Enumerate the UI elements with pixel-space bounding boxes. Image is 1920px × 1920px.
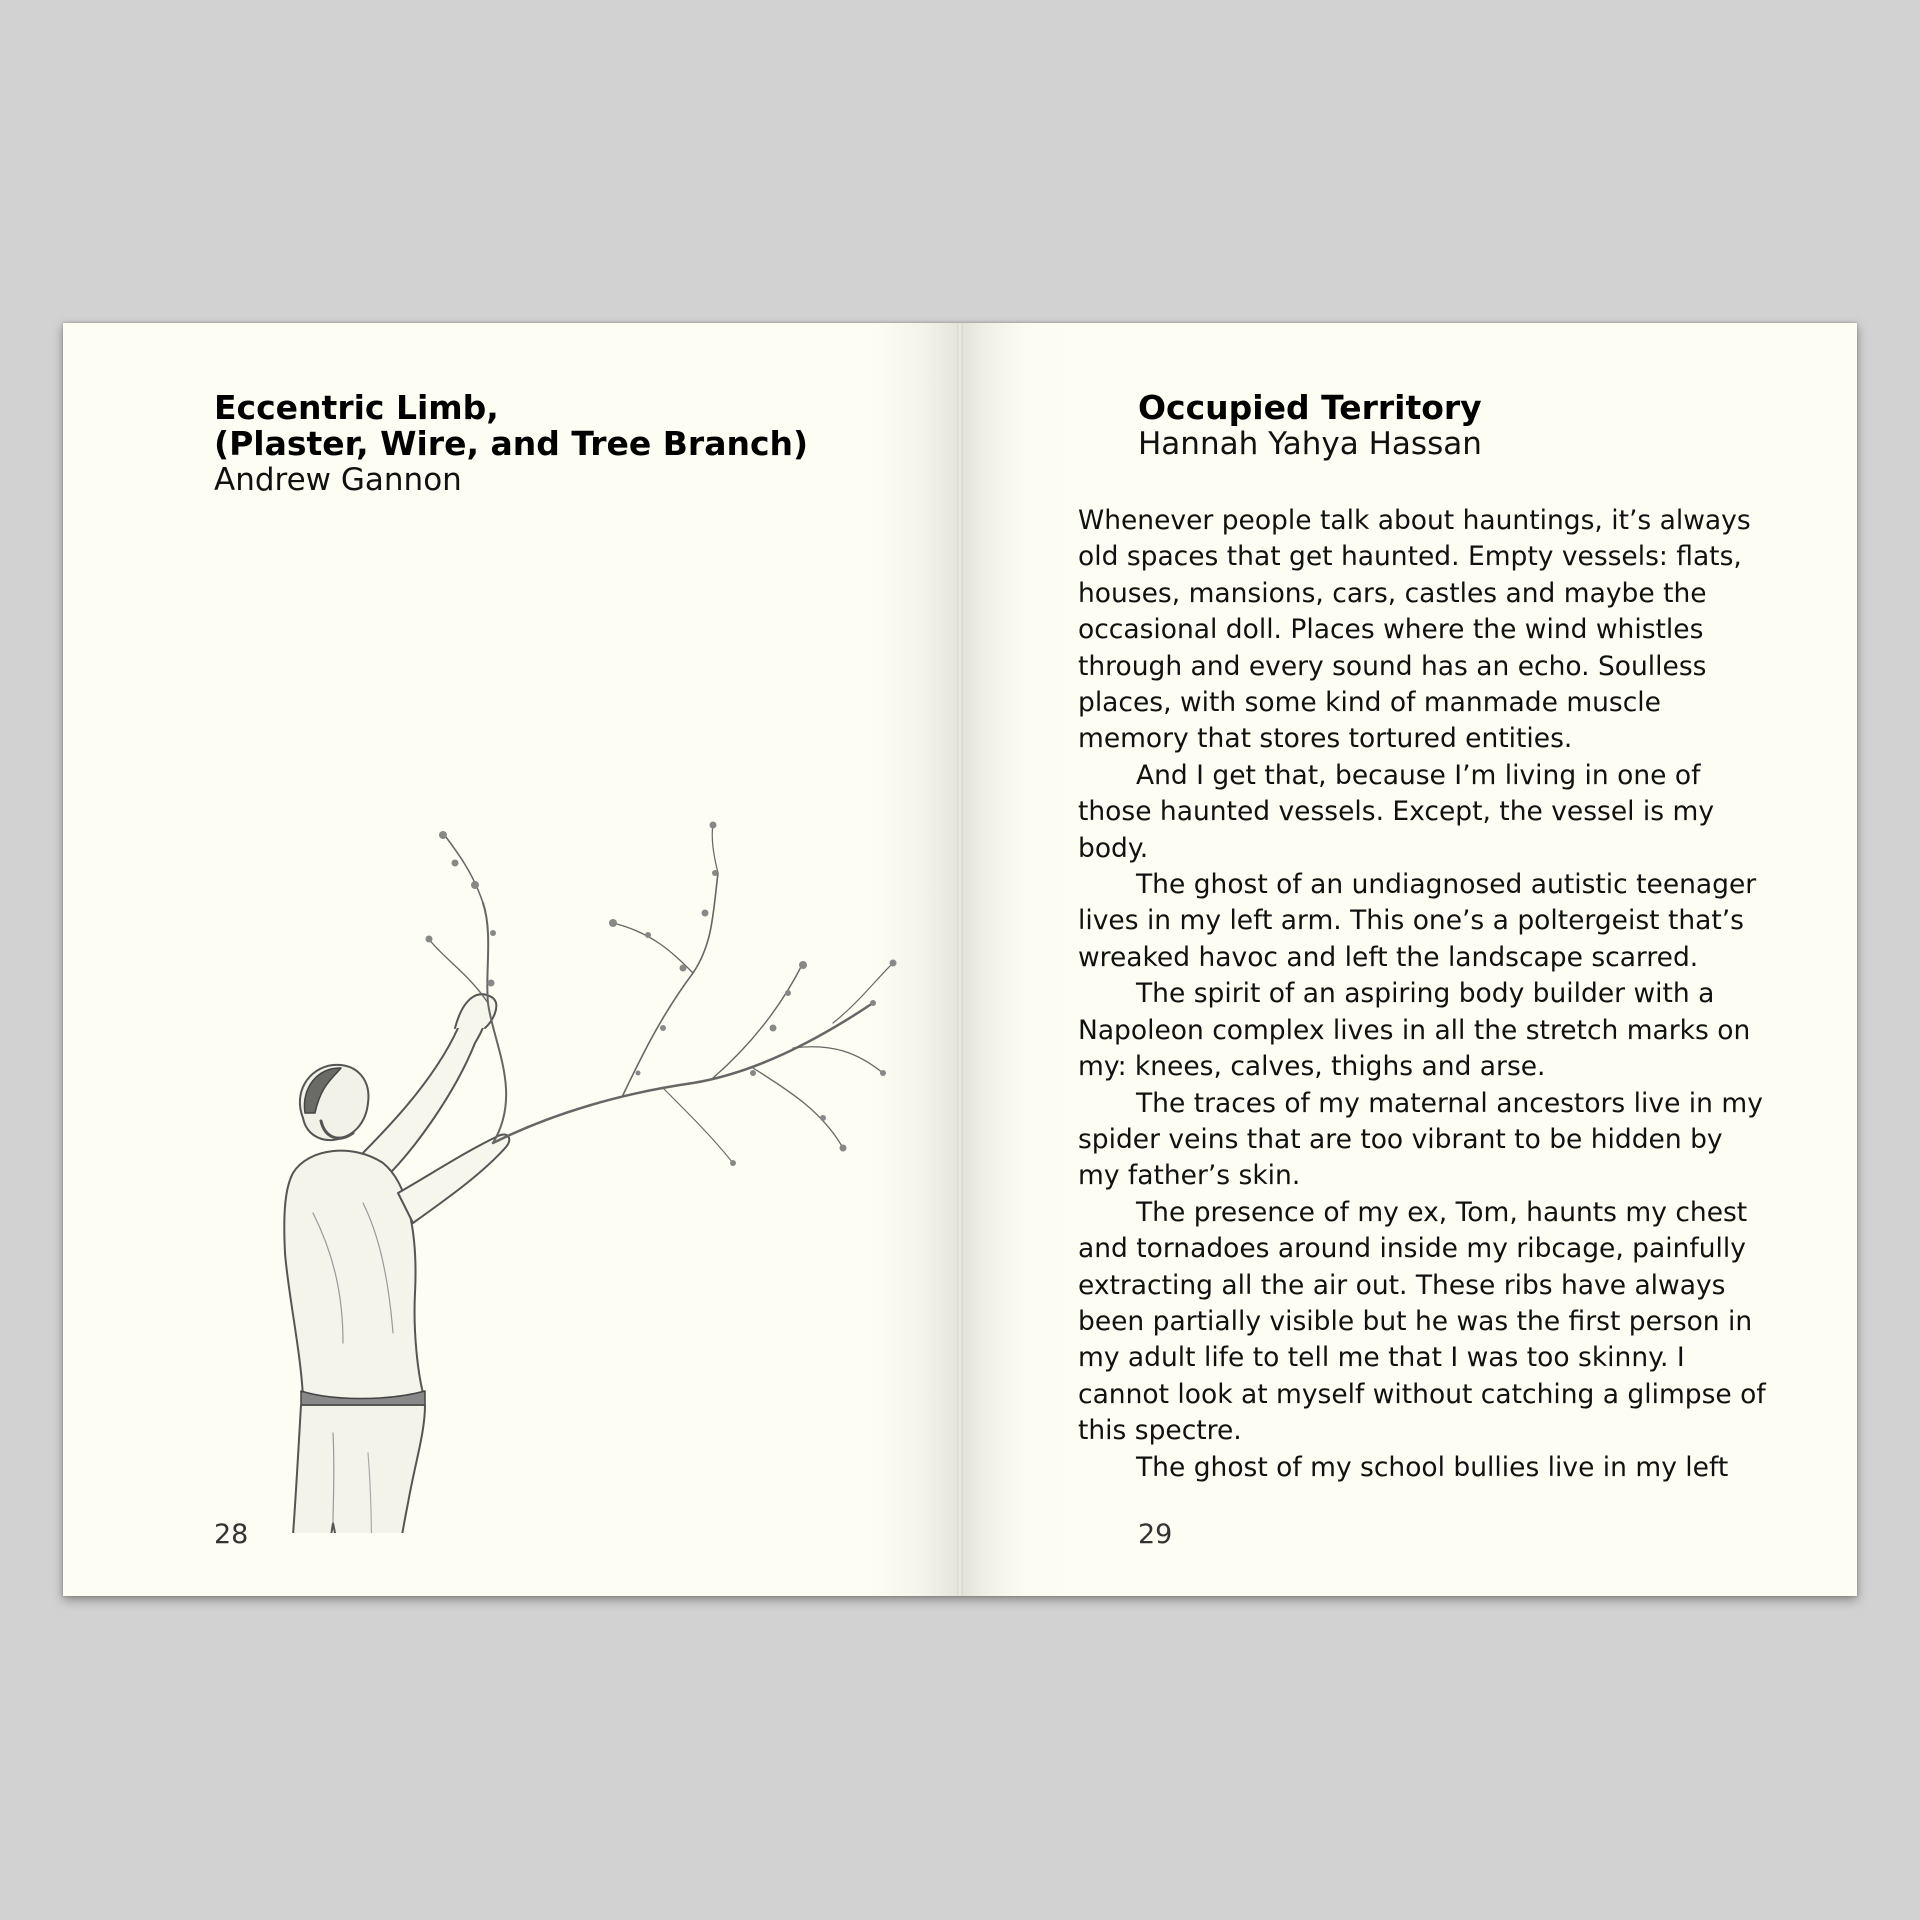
paragraph: The spirit of an aspiring body builder with a Napoleon complex lives in all the stretch marks on my: knees, calves, thighs and arse. [1078, 978, 1751, 1083]
paragraph: The ghost of an undiagnosed autistic teenager lives in my left arm. This one’s a poltergeist that’s wreaked havoc and left the landscape scarred. [1078, 869, 1757, 973]
artist-name: Andrew Gannon [214, 462, 462, 498]
page-number-right: 29 [1138, 1519, 1173, 1550]
left-page-heading [214, 390, 808, 498]
story-body [1078, 503, 1768, 1486]
paragraph: And I get that, because I’m living in one of those haunted vessels. Except, the vessel is my body. [1078, 759, 1714, 864]
left-page [63, 323, 960, 1596]
book-gutter [957, 323, 963, 1596]
paragraph: The ghost of my school bullies live in my left [1136, 1451, 1729, 1483]
page-number-left: 28 [214, 1519, 249, 1550]
paragraph: The presence of my ex, Tom, haunts my chest and tornadoes around inside my ribcage, painfully extracting all the air out. These ribs have always been partially visible but he was the first person in my adult life to tell me that I was too skinny. I cannot look at myself without catching a glimpse of this spectre. [1078, 1196, 1766, 1447]
book-spread [63, 323, 1857, 1596]
paragraph: The traces of my maternal ancestors live in my spider veins that are too vibrant to be hidden by my father’s skin. [1078, 1087, 1763, 1192]
story-title: Occupied Territory [1138, 388, 1482, 427]
artwork-title-line-2: (Plaster, Wire, and Tree Branch) [214, 424, 809, 463]
pencil-drawing-icon [193, 573, 913, 1533]
artwork-title-line-1: Eccentric Limb, [214, 388, 499, 427]
paragraph: Whenever people talk about hauntings, it’s always old spaces that get haunted. Empty vessels: flats, houses, mansions, cars, castles and maybe the occasional doll. Places where the wind whistles through and every sound has an echo. Soulless places, with some kind of manmade muscle memory that stores tortured entities. [1078, 505, 1751, 755]
author-name: Hannah Yahya Hassan [1138, 426, 1482, 462]
right-page [960, 323, 1857, 1596]
right-page-heading [1138, 390, 1482, 462]
